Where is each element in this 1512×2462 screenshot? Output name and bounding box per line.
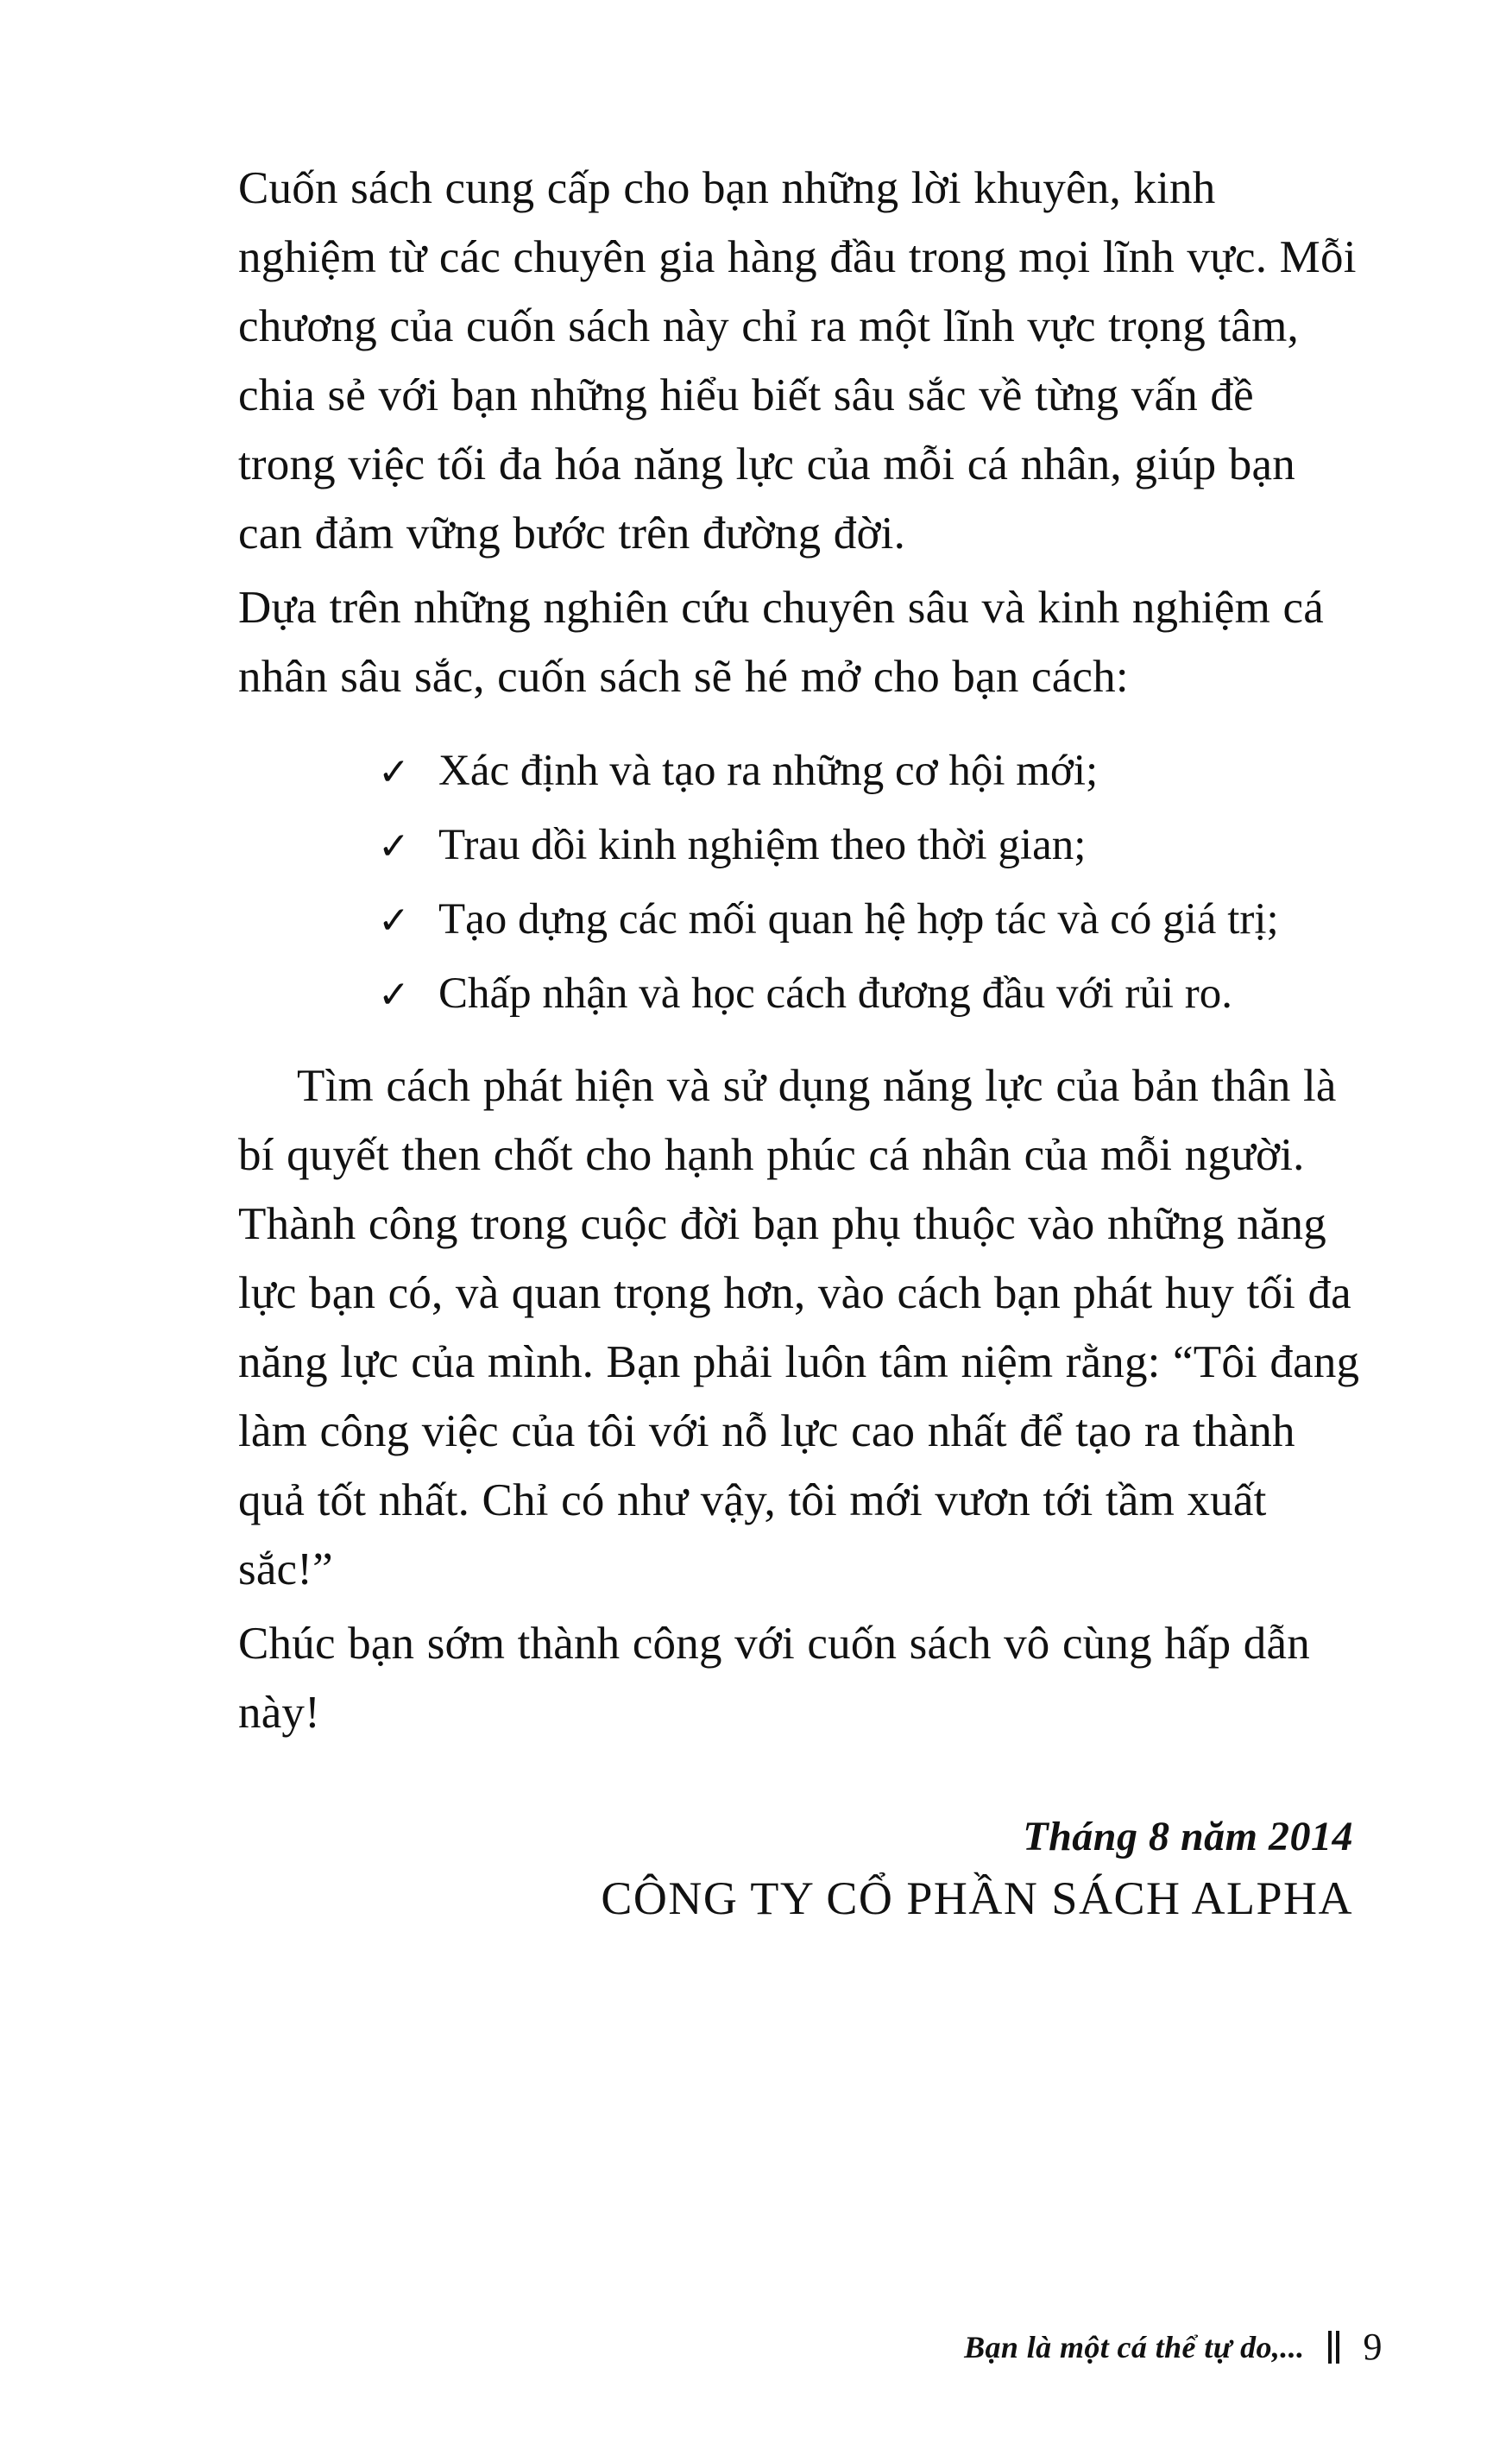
- running-title: Bạn là một cá thể tự do,...: [964, 2329, 1305, 2364]
- list-item: [359, 882, 1360, 956]
- page-number: 9: [1363, 2326, 1383, 2368]
- signoff-company: CÔNG TY CỔ PHẦN SÁCH ALPHA: [601, 1872, 1353, 1924]
- paragraph-lead-in: Dựa trên những nghiên cứu chuyên sâu và kinh nghiệm cá nhân sâu sắc, cuốn sách sẽ hé mở cho bạn cách:: [238, 583, 1324, 702]
- list-item-label: Trau dồi kinh nghiệm theo thời gian;: [438, 821, 1087, 869]
- page-footer: [238, 2325, 1383, 2369]
- checklist: [238, 734, 1360, 1031]
- check-icon: ✓: [378, 973, 410, 1017]
- check-icon: ✓: [378, 899, 410, 943]
- check-icon: ✓: [378, 824, 410, 868]
- list-item: [359, 734, 1360, 808]
- paragraph-body: Tìm cách phát hiện và sử dụng năng lực của bản thân là bí quyết then chốt cho hạnh phúc cá nhân của mỗi người. Thành công trong cuộc đời bạn phụ thuộc vào những năng lực bạn có, và quan trọng hơn, vào cách bạn phát huy tối đa năng lực của mình. Bạn phải luôn tâm niệm rằng: “Tôi đang làm công việc của tôi với nỗ lực cao nhất để tạo ra thành quả tốt nhất. Chỉ có như vậy, tôi mới vươn tới tầm xuất sắc!”: [238, 1061, 1360, 1594]
- list-item-label: Chấp nhận và học cách đương đầu với rủi ro.: [438, 969, 1232, 1018]
- list-item-label: Xác định và tạo ra những cơ hội mới;: [438, 747, 1099, 795]
- paragraph-intro: Cuốn sách cung cấp cho bạn những lời khuyên, kinh nghiệm từ các chuyên gia hàng đầu trong mọi lĩnh vực. Mỗi chương của cuốn sách này chỉ ra một lĩnh vực trọng tâm, chia sẻ với bạn những hiểu biết sâu sắc về từng vấn đề trong việc tối đa hóa năng lực của mỗi cá nhân, giúp bạn can đảm vững bước trên đường đời.: [238, 163, 1357, 559]
- list-item: [359, 808, 1360, 882]
- list-item-label: Tạo dựng các mối quan hệ hợp tác và có giá trị;: [438, 895, 1279, 944]
- check-icon: ✓: [378, 750, 410, 794]
- list-item: [359, 956, 1360, 1031]
- paragraph-closing: Chúc bạn sớm thành công với cuốn sách vô cùng hấp dẫn này!: [238, 1619, 1310, 1738]
- page-content: [238, 154, 1360, 1930]
- signoff-block: [238, 1808, 1360, 1930]
- signoff-date: Tháng 8 năm 2014: [1023, 1814, 1353, 1859]
- double-rule-icon: [1327, 2331, 1341, 2364]
